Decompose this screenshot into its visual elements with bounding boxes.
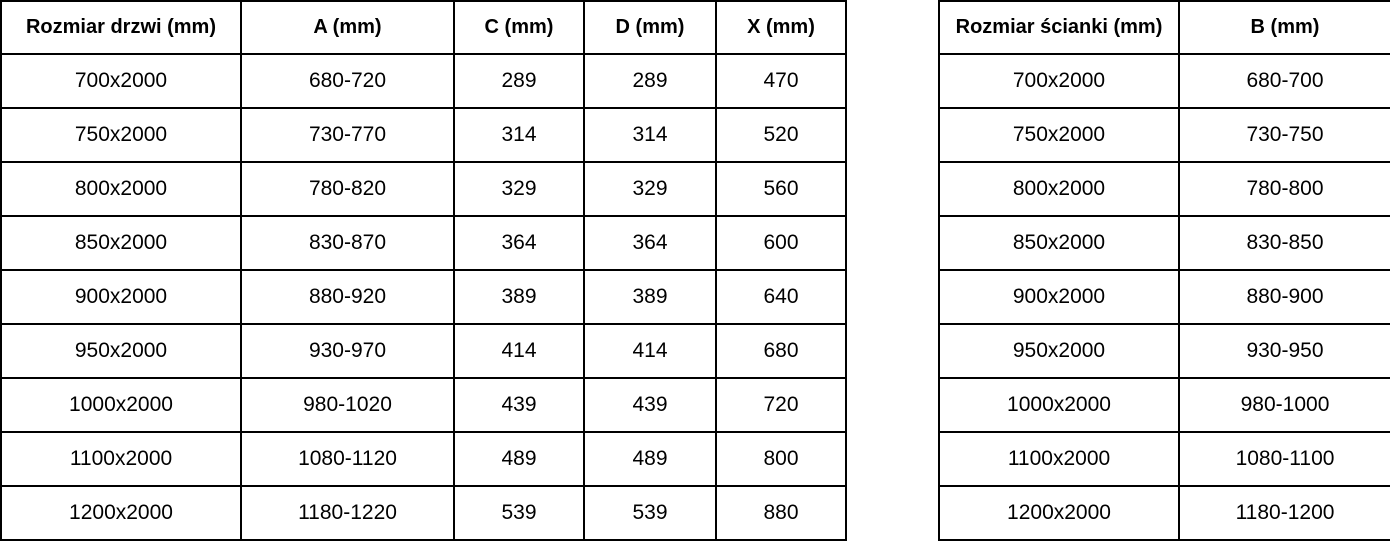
table-cell: 329 (454, 162, 584, 216)
table-row (1, 216, 846, 270)
table-cell: 489 (584, 432, 716, 486)
table-cell: 900x2000 (1, 270, 241, 324)
table-cell: 314 (454, 108, 584, 162)
table-cell: 680 (716, 324, 846, 378)
table-cell: 414 (584, 324, 716, 378)
table-cell: 640 (716, 270, 846, 324)
table-cell: 560 (716, 162, 846, 216)
table-cell: 880-900 (1179, 270, 1390, 324)
table-row (939, 54, 1390, 108)
table-cell: 1180-1220 (241, 486, 454, 540)
table-cell: 680-720 (241, 54, 454, 108)
table-row (1, 378, 846, 432)
door-table-header-rozmiar-drzwi: Rozmiar drzwi (mm) (1, 1, 241, 54)
table-row (1, 486, 846, 540)
table-cell: 730-770 (241, 108, 454, 162)
table-cell: 1080-1100 (1179, 432, 1390, 486)
door-table-header-d: D (mm) (584, 1, 716, 54)
table-row (939, 162, 1390, 216)
table-cell: 750x2000 (1, 108, 241, 162)
table-cell: 539 (584, 486, 716, 540)
table-cell: 950x2000 (939, 324, 1179, 378)
table-cell: 389 (584, 270, 716, 324)
table-cell: 800 (716, 432, 846, 486)
table-cell: 680-700 (1179, 54, 1390, 108)
table-cell: 289 (454, 54, 584, 108)
table-row (1, 432, 846, 486)
table-cell: 800x2000 (1, 162, 241, 216)
table-cell: 780-820 (241, 162, 454, 216)
table-cell: 470 (716, 54, 846, 108)
table-row (1, 108, 846, 162)
table-cell: 800x2000 (939, 162, 1179, 216)
table-cell: 700x2000 (939, 54, 1179, 108)
table-row (939, 432, 1390, 486)
table-cell: 850x2000 (939, 216, 1179, 270)
door-table-header-a: A (mm) (241, 1, 454, 54)
table-cell: 730-750 (1179, 108, 1390, 162)
table-cell: 1100x2000 (1, 432, 241, 486)
table-cell: 439 (584, 378, 716, 432)
table-cell: 950x2000 (1, 324, 241, 378)
table-cell: 520 (716, 108, 846, 162)
door-table-header-c: C (mm) (454, 1, 584, 54)
table-row (939, 324, 1390, 378)
table-row (939, 486, 1390, 540)
table-cell: 830-850 (1179, 216, 1390, 270)
table-cell: 720 (716, 378, 846, 432)
table-cell: 980-1020 (241, 378, 454, 432)
table-cell: 1180-1200 (1179, 486, 1390, 540)
table-cell: 489 (454, 432, 584, 486)
table-cell: 389 (454, 270, 584, 324)
table-cell: 900x2000 (939, 270, 1179, 324)
table-cell: 780-800 (1179, 162, 1390, 216)
table-cell: 364 (454, 216, 584, 270)
table-cell: 1200x2000 (939, 486, 1179, 540)
table-cell: 539 (454, 486, 584, 540)
wall-table-header-rozmiar-scianki: Rozmiar ścianki (mm) (939, 1, 1179, 54)
table-row (1, 270, 846, 324)
table-cell: 930-970 (241, 324, 454, 378)
table-cell: 850x2000 (1, 216, 241, 270)
table-cell: 1200x2000 (1, 486, 241, 540)
table-cell: 930-950 (1179, 324, 1390, 378)
table-cell: 980-1000 (1179, 378, 1390, 432)
table-cell: 289 (584, 54, 716, 108)
table-cell: 1000x2000 (939, 378, 1179, 432)
table-row (939, 108, 1390, 162)
table-row (939, 378, 1390, 432)
table-cell: 830-870 (241, 216, 454, 270)
table-cell: 750x2000 (939, 108, 1179, 162)
table-row (939, 270, 1390, 324)
table-cell: 329 (584, 162, 716, 216)
table-cell: 314 (584, 108, 716, 162)
door-table-header-x: X (mm) (716, 1, 846, 54)
table-row (1, 54, 846, 108)
table-cell: 700x2000 (1, 54, 241, 108)
table-cell: 439 (454, 378, 584, 432)
table-cell: 880 (716, 486, 846, 540)
table-cell: 414 (454, 324, 584, 378)
door-table-header-row (1, 1, 846, 54)
table-cell: 1000x2000 (1, 378, 241, 432)
table-cell: 880-920 (241, 270, 454, 324)
table-row (939, 216, 1390, 270)
wall-table-header-row (939, 1, 1390, 54)
table-cell: 1080-1120 (241, 432, 454, 486)
table-cell: 600 (716, 216, 846, 270)
table-row (1, 162, 846, 216)
table-row (1, 324, 846, 378)
wall-size-table (938, 0, 1390, 541)
wall-table-header-b: B (mm) (1179, 1, 1390, 54)
table-cell: 1100x2000 (939, 432, 1179, 486)
table-cell: 364 (584, 216, 716, 270)
